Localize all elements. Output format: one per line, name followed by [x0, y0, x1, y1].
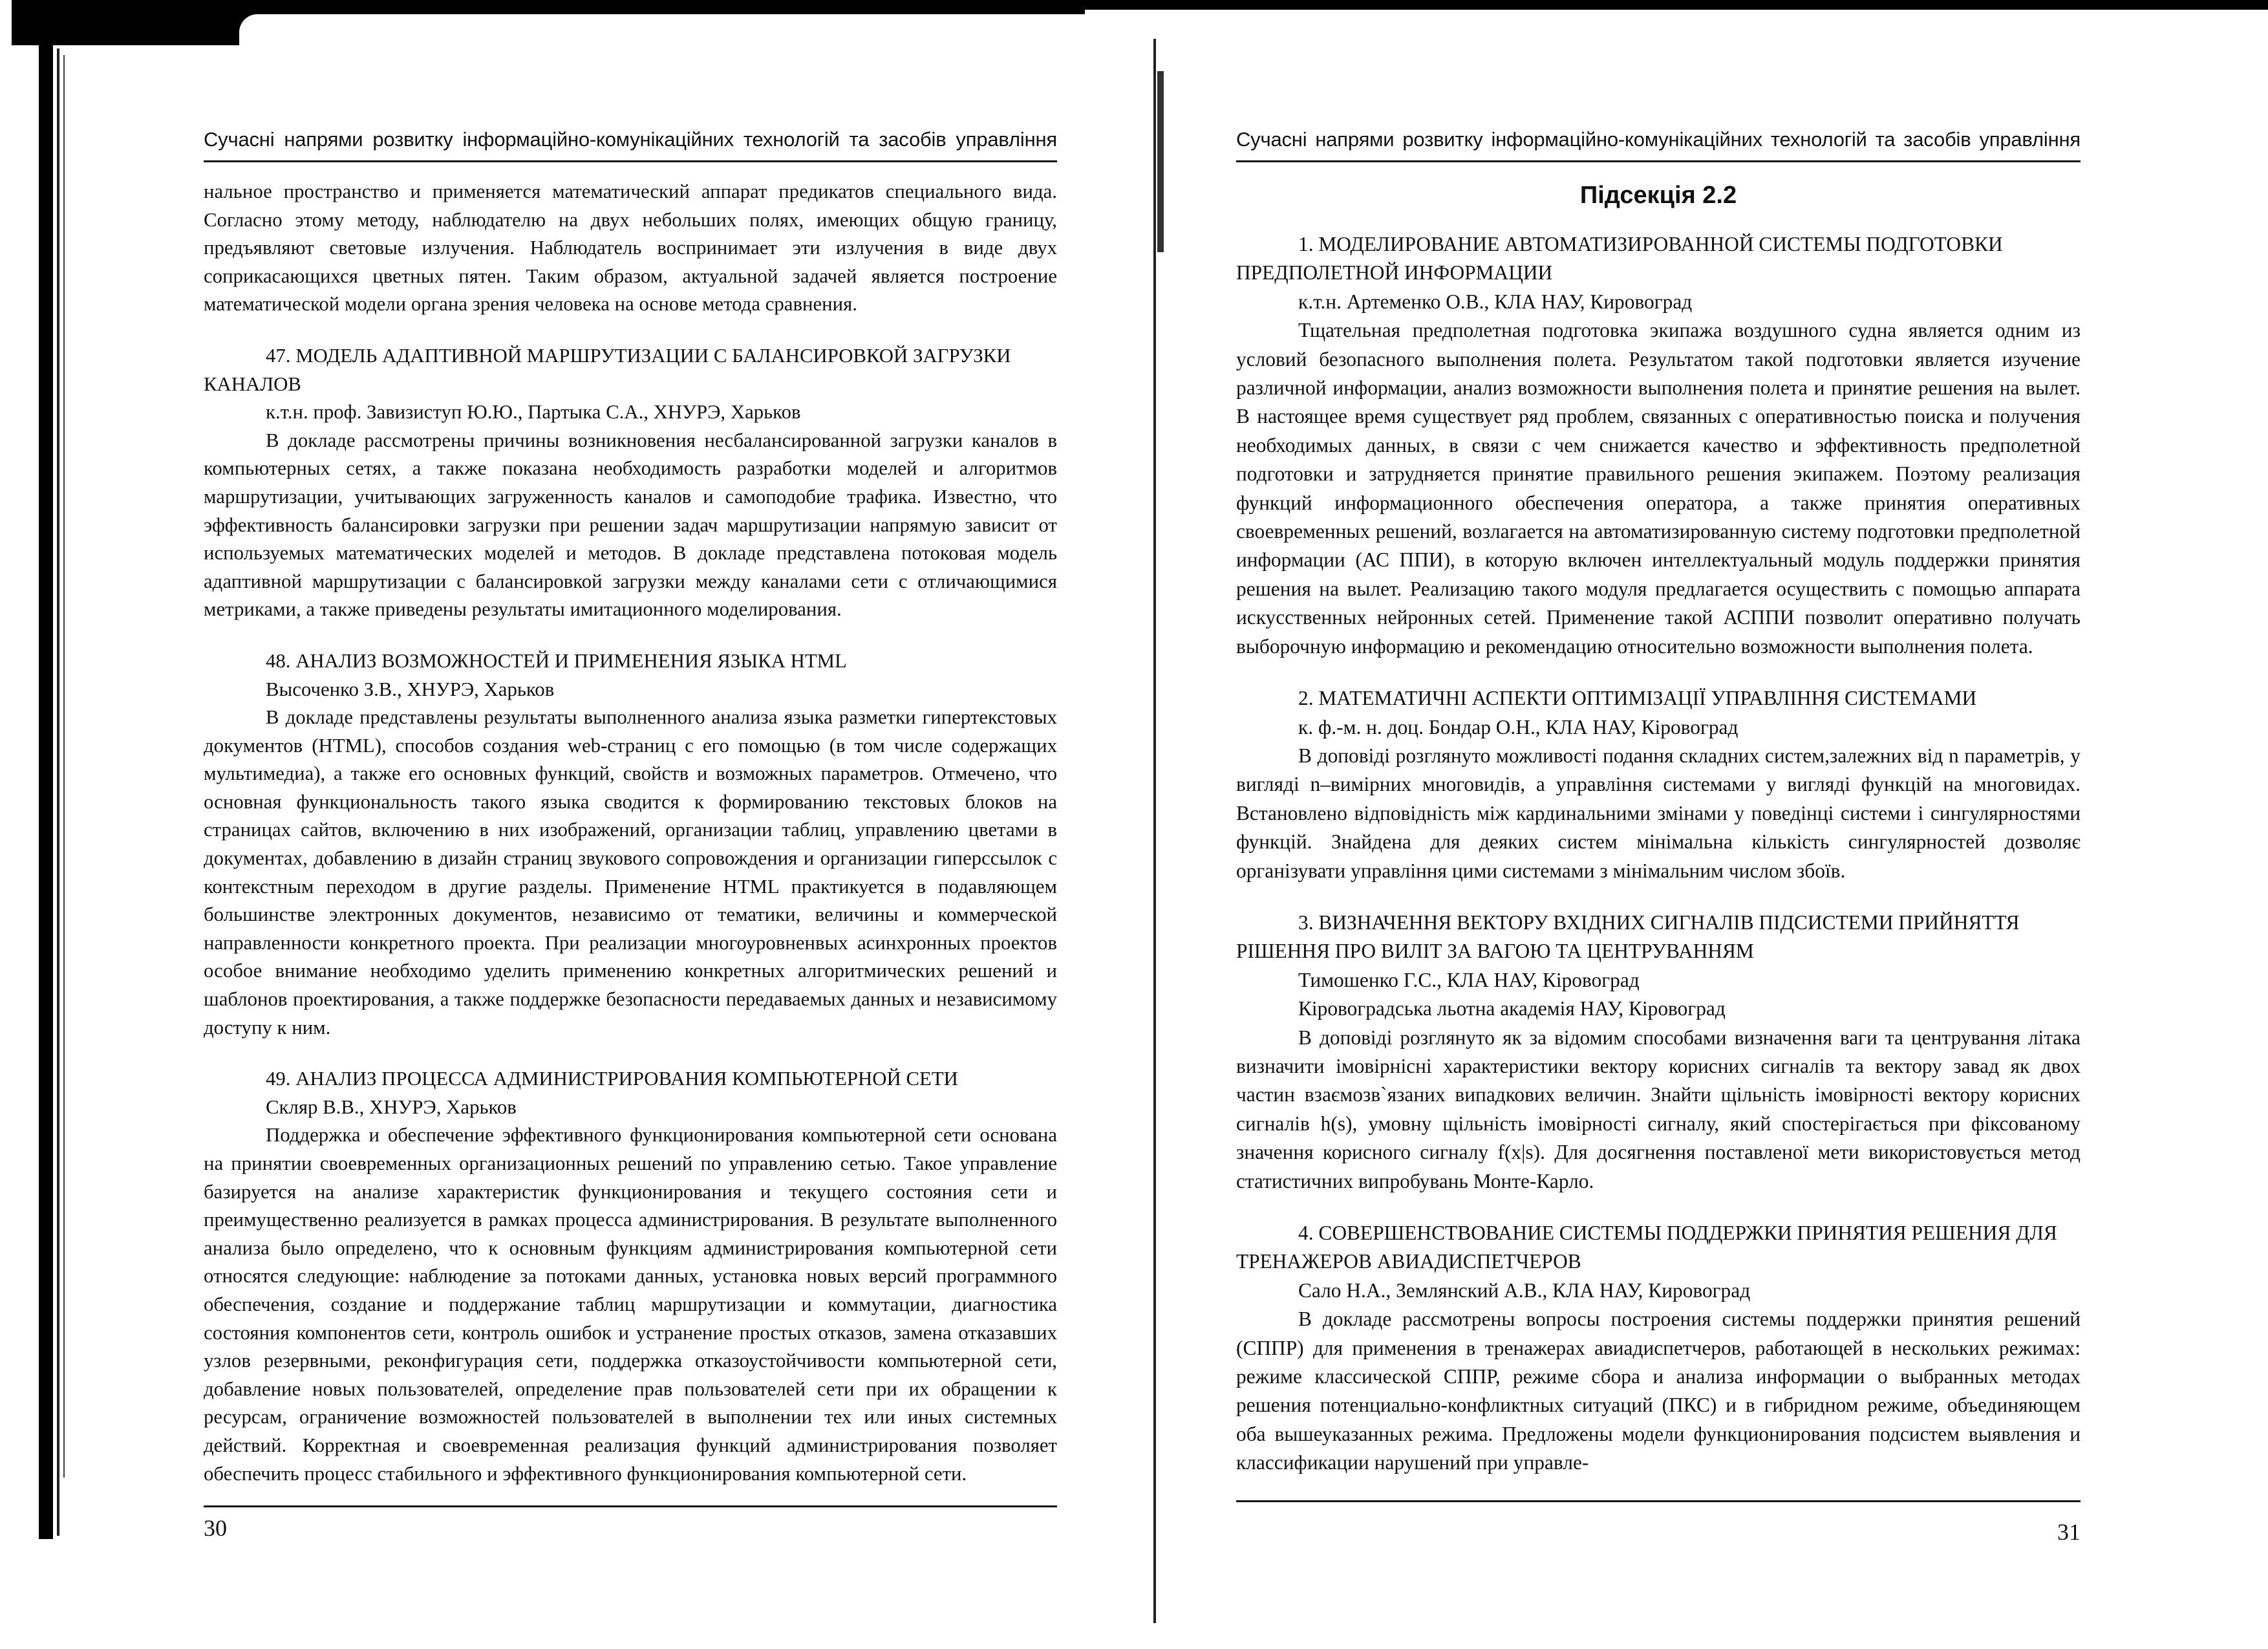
article-authors: Скляр В.В., ХНУРЭ, Харьков: [266, 1095, 517, 1118]
continuation-paragraph: нальное пространство и применяется математический аппарат предикатов специального вида. Согласно этому методу, наблюдателю на двух небольших полях, имеющих общую границу, предъявляют световые излучения. Наблюдатель воспринимает эти излучения в виде двух соприкасающихся цветных пятен. Таким образом, актуальной задачей является построение математической модели органа зрения человека на основе метода сравнения.: [204, 180, 1057, 316]
article-abstract: В доповіді розглянуто як за відомим способами визначення ваги та центрування літака визначити імовірнісні характеристики вектору корисних сигналів та вектору завад як двох частин взаємозв`язаних випадкових величин. Знайти щільність імовірності вектору корисних сигналів h(s), умовну щільність імовірності сигналу, який спостерігається при фіксованому значення корисного сигналу f(x|s). Для досягнення поставленої мети використовується метод статистичних випробувань Монте-Карло.: [1236, 1026, 2081, 1192]
subsection-heading: Підсекція 2.2: [1579, 182, 1737, 209]
book-gutter: [1153, 39, 1156, 1623]
article-abstract: В докладе представлены результаты выполненного анализа языка разметки гипертекстовых документов (HTML), способов создания web-страниц с его помощью (в том числе содержащих мультимедиа), а также его основных функций, свойств и возможных параметров. Отмечено, что основная функциональность такого языка сводится к формированию текстовых блоков на страницах сайтов, включению в них изображений, организации таблиц, управлению цветами в документах, добавлению в дизайн страниц звукового сопровождения и организации гиперссылок с контекстным переходом в другие разделы. Применение HTML практикуется в подавляющем большинстве электронных документов, независимо от тематики, величины и коммерческой направленности конкретного проекта. При реализации многоуровненвых асинхронных проектов особое внимание необходимо уделить применению конкретных алгоритмических решений и шаблонов проектирования, а также поддержке безопасности передаваемых данных и независимому доступу к ним.: [204, 706, 1057, 1039]
article-authors: Сало Н.А., Землянский А.В., КЛА НАУ, Кировоград: [1298, 1278, 1751, 1302]
article-abstract: В доповіді розглянуто можливості подання складних систем,залежних від n параметрів, у вигляді n–вимірних многовидів, а управління системами у вигляді функцій на многовидах. Встановлено відповідність між кардинальними змінами у поведінці системи і сингулярностями функцій. Знайдена для деяких систем мінімальна кількість сингулярностей дозволяє організувати управління цими системами з мінімальним числом збоїв.: [1236, 744, 2081, 882]
article-authors: к.т.н. проф. Завизиступ Ю.Ю., Партыка С.А., ХНУРЭ, Харьков: [266, 401, 801, 424]
left-page-body: [204, 178, 1057, 1488]
article-48: [204, 647, 1057, 1042]
article-4: [1236, 1219, 2081, 1478]
article-49: [204, 1065, 1057, 1488]
article-2: [1236, 684, 2081, 885]
article-47: [204, 342, 1057, 624]
article-authors: к. ф.-м. н. доц. Бондар О.Н., КЛА НАУ, Кіровоград: [1298, 715, 1738, 738]
page-number: 30: [204, 1515, 227, 1541]
scan-edge-left-line: [63, 55, 65, 1478]
article-1: [1236, 230, 2081, 661]
page-number: 31: [2057, 1519, 2081, 1545]
scan-edge-left: [39, 26, 53, 1539]
left-page: [204, 0, 1057, 1649]
running-head: Сучасні напрями розвитку інформаційно-комунікаційних технологій та засобів управління: [1236, 128, 2081, 151]
article-title: 48. АНАЛИЗ ВОЗМОЖНОСТЕЙ И ПРИМЕНЕНИЯ ЯЗЫКА HTML: [266, 649, 847, 672]
right-page: [1236, 0, 2081, 1649]
article-abstract: В докладе рассмотрены вопросы построения системы поддержки принятия решений (СППР) для применения в тренажерах авиадиспетчеров, работающей в нескольких режимах: режиме классической СППР, режиме сбора и анализа информации о выбранных методах решения потенциально-конфликтных ситуаций (ПКС) и в гибридном режиме, объединяющем оба вышеуказанных режима. Предложены модели функционирования подсистем выявления и классификации нарушений при управле-: [1236, 1308, 2081, 1474]
article-title: 3. ВИЗНАЧЕННЯ ВЕКТОРУ ВХІДНИХ СИГНАЛІВ ПІДСИСТЕМИ ПРИЙНЯТТЯ РІШЕННЯ ПРО ВИЛІТ ЗА ВАГОЮ ТА ЦЕНТРУВАННЯМ: [1236, 911, 2020, 963]
footer-rule: [204, 1505, 1057, 1507]
article-abstract: Поддержка и обеспечение эффективного функционирования компьютерной сети основана на принятии своевременных организационных решений по управлению сетью. Такое управление базируется на анализе характеристик функционирования и текущего состояния сети и преимущественно реализуется в рамках процесса администрирования. В результате выполненного анализа было определено, что к основным функциям администрирования компьютерной сети относятся следующие: наблюдение за потоками данных, установка новых версий программного обеспечения, создание и поддержание таблиц маршрутизации и коммутации, диагностика состояния компонентов сети, контроль ошибок и устранение простых отказов, замена отказавших узлов резервными, реконфигурация сети, поддержка отказоустойчивости компьютерной сети, добавление новых пользователей, определение прав пользователей сети при их обращении к ресурсам, ограничение возможностей пользователей в выполнении тех или иных системных действий. Корректная и своевременная реализация функций администрирования позволяет обеспечить процесс стабильного и эффективного функционирования компьютерной сети.: [204, 1124, 1057, 1485]
article-authors: Высоченко З.В., ХНУРЭ, Харьков: [266, 678, 555, 700]
article-authors: к.т.н. Артеменко О.В., КЛА НАУ, Кировоград: [1298, 290, 1693, 313]
article-title: 49. АНАЛИЗ ПРОЦЕССА АДМИНИСТРИРОВАНИЯ КОМПЬЮТЕРНОЙ СЕТИ: [266, 1068, 958, 1090]
article-title: 1. МОДЕЛИРОВАНИЕ АВТОМАТИЗИРОВАННОЙ СИСТЕМЫ ПОДГОТОВКИ ПРЕДПОЛЕТНОЙ ИНФОРМАЦИИ: [1236, 233, 2003, 285]
running-head: Сучасні напрями розвитку інформаційно-комунікаційних технологій та засобів управління: [204, 128, 1057, 151]
header-rule: [1236, 160, 2081, 162]
article-title: 47. МОДЕЛЬ АДАПТИВНОЙ МАРШРУТИЗАЦИИ С БАЛАНСИРОВКОЙ ЗАГРУЗКИ КАНАЛОВ: [204, 344, 1011, 395]
article-title: 4. СОВЕРШЕНСТВОВАНИЕ СИСТЕМЫ ПОДДЕРЖКИ ПРИНЯТИЯ РЕШЕНИЯ ДЛЯ ТРЕНАЖЕРОВ АВИАДИСПЕТЧЕРОВ: [1236, 1222, 2057, 1273]
article-affiliation: Кіровоградська льотна академія НАУ, Кіровоград: [1298, 997, 1726, 1020]
article-3: [1236, 909, 2081, 1196]
scan-edge-left-line: [57, 48, 59, 1536]
article-abstract: В докладе рассмотрены причины возникновения несбалансированной загрузки каналов в компьютерных сетях, а также показана необходимость разработки моделей и алгоритмов маршрутизации, учитывающих загруженность каналов и самоподобие трафика. Известно, что эффективность балансировки загрузки при решении задач маршрутизации напрямую зависит от используемых математических моделей и методов. В докладе представлена потоковая модель адаптивной маршрутизации с балансировкой загрузки между каналами сети с отличающимися метриками, а также приведены результаты имитационного моделирования.: [204, 429, 1057, 621]
article-abstract: Тщательная предполетная подготовка экипажа воздушного судна является одним из условий безопасного выполнения полета. Результатом такой подготовки является изучение различной информации, анализ возможности выполнения полета и принятие решения на вылет. В настоящее время существует ряд проблем, связанных с оперативностью поиска и получения необходимых данных, в связи с чем снижается качество и эффективность предполетной подготовки и затрудняется принятие правильного решения экипажем. Поэтому реализация функций информационного обеспечения оператора, а также принятия оперативных своевременных решений, возлагается на автоматизированную систему подготовки предполетной информации (АС ППИ), в которую включен интеллектуальный модуль поддержки принятия решения на вылет. Реализацию такого модуля предлагается осуществить с помощью аппарата искусственных нейронных сетей. Применение такой АСППИ позволит оперативно получать выборочную информацию и рекомендацию относительно возможности выполнения полета.: [1236, 319, 2081, 658]
article-title: 2. МАТЕМАТИЧНІ АСПЕКТИ ОПТИМІЗАЦІЇ УПРАВЛІННЯ СИСТЕМАМИ: [1298, 687, 1977, 710]
header-rule: [204, 160, 1057, 162]
right-page-body: [1236, 173, 2081, 1478]
footer-rule: [1236, 1500, 2081, 1502]
article-authors: Тимошенко Г.С., КЛА НАУ, Кіровоград: [1298, 968, 1640, 991]
book-gutter-shadow: [1157, 71, 1164, 252]
